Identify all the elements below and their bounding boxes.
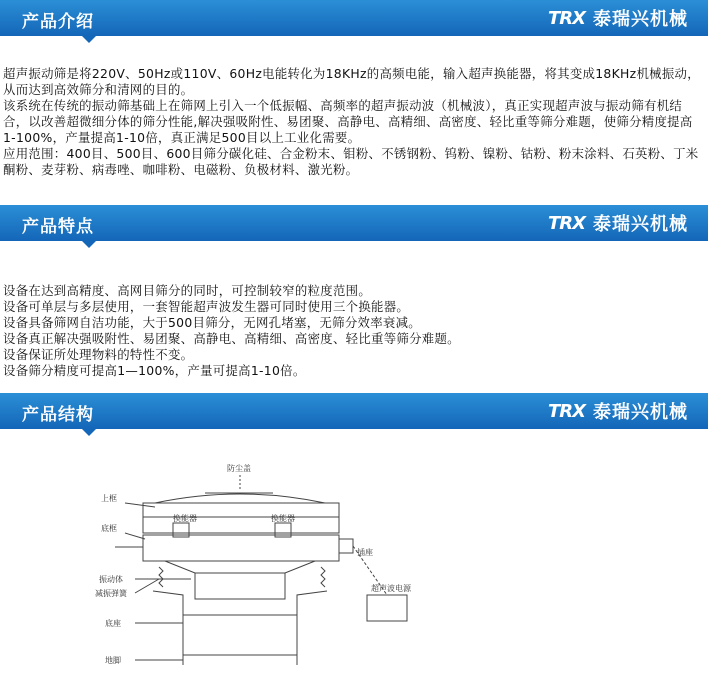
features-list	[3, 283, 703, 379]
section-title-structure: 产品结构	[22, 405, 94, 425]
brand-name: 泰瑞兴机械	[593, 214, 688, 235]
intro-text	[3, 66, 703, 178]
brand-logo-mark: TRX	[547, 7, 585, 29]
feature-item: 设备可单层与多层使用，一套智能超声波发生器可同时使用三个换能器。	[3, 299, 410, 314]
label-damping-spring: 减振弹簧	[95, 589, 127, 598]
feature-item: 设备真正解决强吸附性、易团聚、高静电、高精细、高密度、轻比重等筛分难题。	[3, 331, 460, 346]
brand-logo	[548, 210, 688, 236]
structure-diagram	[95, 455, 475, 680]
feature-item: 设备保证所处理物料的特性不变。	[3, 347, 194, 362]
label-feet: 地脚	[105, 656, 121, 665]
intro-paragraph: 应用范围：400目、500目、600目筛分碳化硅、合金粉末、钼粉、不锈钢粉、钨粉、镍粉、钴粉、粉末涂料、石英粉、丁米酮粉、麦芽粉、病毒唑、咖啡粉、电磁粉、负极材料、激光粉。	[3, 146, 699, 177]
section-banner-structure	[0, 393, 708, 429]
banner-notch	[82, 241, 96, 248]
brand-logo	[548, 398, 688, 424]
feature-item: 设备具备筛网自洁功能，大于500目筛分，无网孔堵塞，无筛分效率衰减。	[3, 315, 421, 330]
intro-paragraph: 超声振动筛是将220V、50Hz或110V、60Hz电能转化为18KHz的高频电能，输入超声换能器，将其变成18KHz机械振动，从而达到高效筛分和清网的目的。	[3, 66, 700, 97]
brand-name: 泰瑞兴机械	[593, 9, 688, 30]
label-upper-frame: 上框	[101, 494, 117, 503]
label-vibrator: 振动体	[99, 575, 123, 584]
section-banner-features	[0, 205, 708, 241]
feature-item: 设备在达到高精度、高网目筛分的同时，可控制较窄的粒度范围。	[3, 283, 372, 298]
label-dust-cover: 防尘盖	[227, 464, 251, 473]
banner-notch	[82, 429, 96, 436]
brand-logo-mark: TRX	[547, 212, 585, 234]
label-base: 底座	[105, 619, 121, 628]
brand-logo-mark: TRX	[547, 400, 585, 422]
label-transducer: 换能器	[173, 514, 197, 523]
brand-name: 泰瑞兴机械	[593, 402, 688, 423]
label-transducer: 换能器	[271, 514, 295, 523]
brand-logo	[548, 5, 688, 31]
label-power-supply: 超声波电源	[371, 584, 411, 593]
section-title-features: 产品特点	[22, 217, 94, 237]
label-socket: 插座	[357, 548, 373, 557]
label-base-frame: 底框	[101, 524, 117, 533]
section-title-intro: 产品介绍	[22, 12, 94, 32]
section-banner-intro	[0, 0, 708, 36]
intro-paragraph: 该系统在传统的振动筛基础上在筛网上引入一个低振幅、高频率的超声振动波（机械波），真正实现超声波与振动筛有机结合，以改善超微细分体的筛分性能,解决强吸附性、易团聚、高静电、高精细、高密度、轻比重等筛分难题，使筛分精度提高1-100%，产量提高1-10倍，真正满足500目以上工业化需要。	[3, 98, 693, 145]
banner-notch	[82, 36, 96, 43]
feature-item: 设备筛分精度可提高1—100%，产量可提高1-10倍。	[3, 363, 306, 378]
